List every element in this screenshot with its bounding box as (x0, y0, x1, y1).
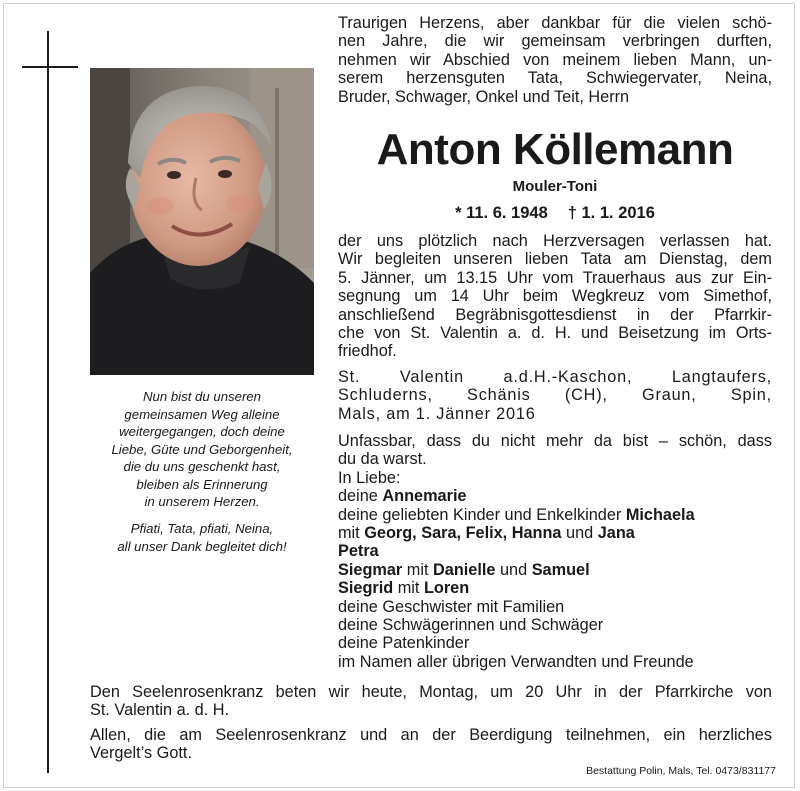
announcement-line: che von St. Valentin a. d. H. und Beisetzung im Orts- (338, 324, 772, 343)
thanks-line: Vergelt’s Gott. (90, 744, 192, 763)
places-line: St. Valentin a.d.H.-Kaschon, Langtaufers, (338, 368, 772, 386)
death-date: † 1. 1. 2016 (567, 204, 655, 222)
mourner-siblings: deine Geschwister mit Familien (338, 597, 565, 616)
intro-line: serem herzensguten Tata, Schwiegervater, Neina, (338, 69, 772, 88)
announcement-line: 5. Jänner, um 13.15 Uhr vom Trauerhaus aus zur Ein- (338, 268, 772, 287)
announcement-text (338, 232, 772, 361)
rosary-line: Den Seelenrosenkranz beten wir heute, Montag, um 20 Uhr in der Pfarrkirche von (90, 683, 772, 701)
poem-line: Liebe, Güte und Geborgenheit, (111, 441, 293, 457)
in-love-label: In Liebe: (338, 468, 401, 487)
poem-line: die du uns geschenkt hast, (123, 459, 281, 474)
poem-line: weitergegangen, doch deine (119, 424, 285, 439)
mourner-children: deine geliebten Kinder und Enkelkinder Michaela (338, 505, 695, 524)
poem-line: in unserem Herzen. (144, 494, 260, 509)
announcement-line: anschließend Begräbnisgottesdienst in der Pfarrkir- (338, 305, 772, 324)
intro-text (338, 14, 772, 106)
mourner-child-2: Petra (338, 542, 379, 561)
poem-line: bleiben als Erinnerung (136, 476, 268, 492)
poem-closing-line: Pfiati, Tata, pfiati, Neina, (130, 521, 274, 536)
announcement-line: segnung um 14 Uhr beim Wegkreuz vom Simethof, (338, 287, 772, 306)
portrait-photo (90, 68, 314, 375)
intro-line: Traurigen Herzens, aber dankbar für die vielen schö- (338, 14, 772, 32)
places-line: Mals, am 1. Jänner 2016 (338, 404, 536, 423)
birth-date: * 11. 6. 1948 (455, 204, 548, 222)
mourner-godchildren: deine Patenkinder (338, 634, 470, 653)
mourner-in-laws: deine Schwägerinnen und Schwäger (338, 616, 604, 635)
funeral-home-credit: Bestattung Polin, Mals, Tel. 0473/831177 (586, 765, 776, 777)
places-text (338, 368, 772, 423)
intro-line: nehmen wir Abschied von meinem lieben Mann, un- (338, 50, 772, 69)
announcement-line: der uns plötzlich nach Herzversagen verlassen hat. (338, 232, 772, 250)
farewell-line: du da warst. (338, 450, 427, 469)
mourner-wife: deine Annemarie (338, 487, 467, 506)
life-dates (338, 203, 772, 223)
cross-icon-vertical (47, 31, 49, 773)
intro-line: Bruder, Schwager, Onkel und Teit, Herrn (338, 87, 630, 106)
mourner-others: im Namen aller übrigen Verwandten und Freunde (338, 652, 694, 671)
announcement-line: friedhof. (338, 342, 397, 361)
rosary-text (90, 683, 772, 720)
thanks-text (90, 726, 772, 763)
poem-closing (96, 520, 308, 555)
poem-closing-line: all unser Dank begleitet dich! (117, 538, 287, 554)
farewell-line: Unfassbar, dass du nicht mehr da bist – schön, dass (338, 432, 772, 450)
deceased-nickname: Mouler-Toni (512, 178, 598, 195)
mourner-child-4: Siegrid mit Loren (338, 579, 470, 598)
poem-block (96, 388, 308, 511)
cross-icon-horizontal (22, 66, 78, 68)
mourner-grandchildren: mit Georg, Sara, Felix, Hanna und Jana (338, 524, 635, 543)
farewell-text (338, 432, 772, 671)
deceased-name: Anton Köllemann (376, 125, 734, 174)
portrait-image (90, 68, 314, 375)
rosary-line: St. Valentin a. d. H. (90, 701, 230, 720)
places-line: Schluderns, Schänis (CH), Graun, Spin, (338, 386, 772, 405)
thanks-line: Allen, die am Seelenrosenkranz und an der Beerdigung teilnehmen, ein herzliches (90, 726, 772, 744)
mourner-child-3: Siegmar mit Danielle und Samuel (338, 560, 590, 579)
poem-line: gemeinsamen Weg alleine (124, 406, 280, 422)
poem-line: Nun bist du unseren (142, 389, 262, 404)
intro-line: nen Jahre, die wir gemeinsam verbringen durften, (338, 32, 772, 51)
announcement-line: Wir begleiten unseren lieben Tata am Dienstag, dem (338, 250, 772, 269)
